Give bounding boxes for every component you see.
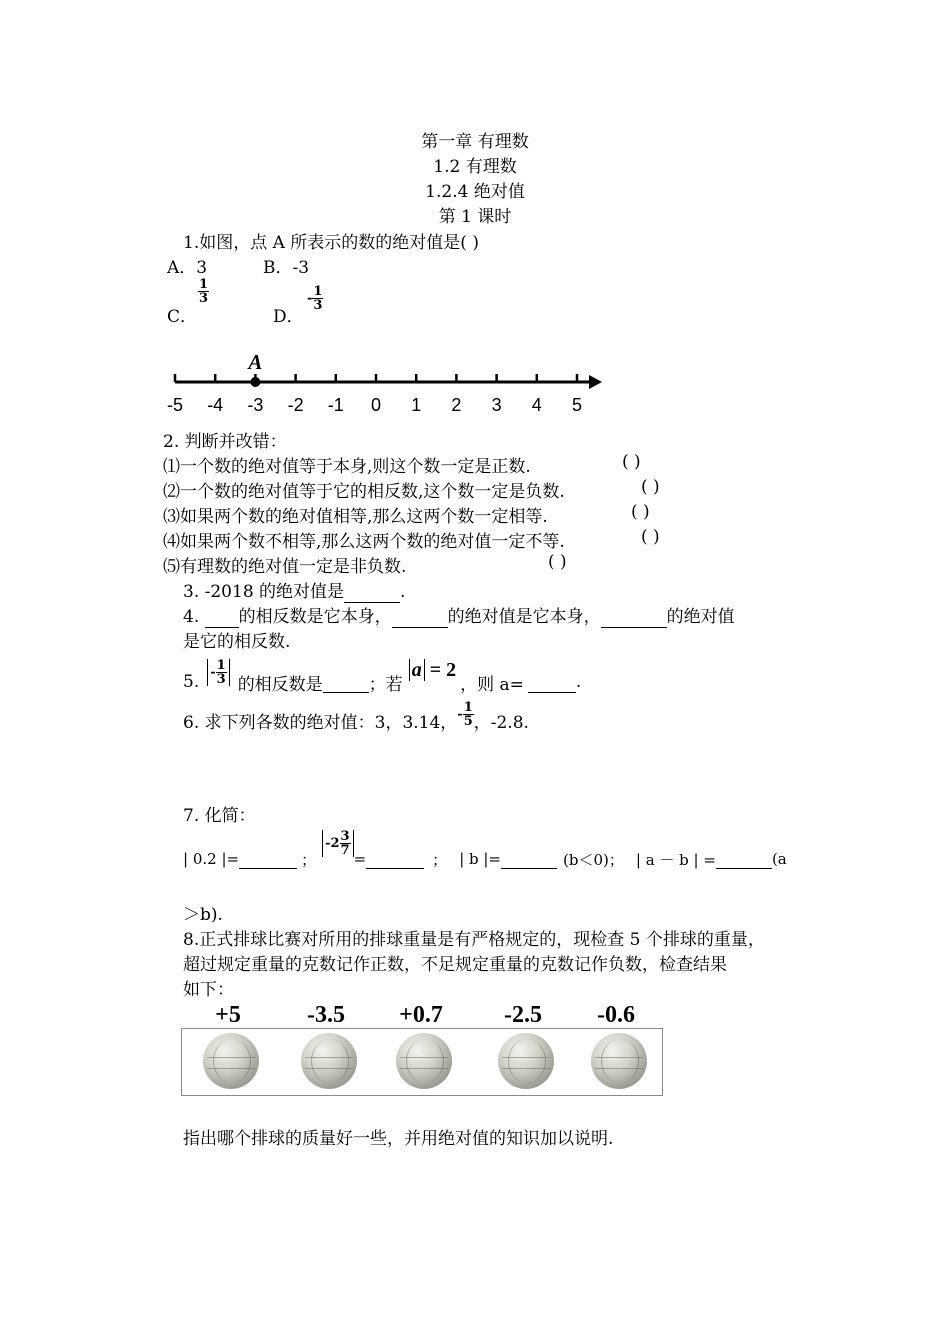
number-line-tick-label: -5 xyxy=(166,395,184,415)
q8-line-1: 8.正式排球比赛对所用的排球重量是有严格规定的，现检查 5 个排球的重量， xyxy=(183,930,765,950)
q4-blank-2[interactable] xyxy=(392,607,448,628)
absolute-value-expression xyxy=(207,659,229,686)
q1-option-b: B．-3 xyxy=(263,258,310,278)
q7-title: 7. 化简： xyxy=(183,806,256,826)
q7-sep-2: ； xyxy=(432,850,448,869)
volleyball-icon xyxy=(203,1033,259,1089)
q5 xyxy=(183,650,581,694)
q1-stem: 1.如图，点 A 所表示的数的绝对值是( ) xyxy=(183,233,479,253)
q2-item-3: ⑶如果两个数的绝对值相等,那么这两个数一定相等. xyxy=(163,507,548,527)
fraction-denominator: 3 xyxy=(313,298,323,313)
fraction-numerator: 1 xyxy=(216,657,226,673)
number-line-tick-label: 1 xyxy=(411,395,422,415)
ball-weight-label: +5 xyxy=(215,1002,241,1028)
q8-line-3: 如下： xyxy=(183,980,234,1000)
q1-option-c-fraction xyxy=(198,278,209,305)
q3-text: 3. -2018 的绝对值是 xyxy=(183,582,345,602)
abs-a-equals: = 2 xyxy=(429,658,457,681)
q7-expr-1: | 0.2 |= xyxy=(183,850,240,868)
q7-blank-2[interactable] xyxy=(366,850,424,869)
volleyball-icon xyxy=(498,1033,554,1089)
q1-option-d-fraction xyxy=(307,285,323,312)
q5-text-3: ，则 a= xyxy=(460,674,524,695)
q8-question: 指出哪个排球的质量好一些，并用绝对值的知识加以说明. xyxy=(183,1129,614,1149)
q2-item-5: ⑸有理数的绝对值一定是非负数. xyxy=(163,557,407,577)
subsection-title: 1.2.4 绝对值 xyxy=(425,182,525,202)
number-line xyxy=(155,345,610,420)
ball-weight-label: -0.6 xyxy=(597,1002,635,1028)
number-line-tick-label: -1 xyxy=(327,395,344,415)
fraction-denominator: 3 xyxy=(216,671,226,687)
q5-blank-2[interactable] xyxy=(528,672,576,693)
q5-end: . xyxy=(575,672,582,692)
q2-item-2-paren: ( ) xyxy=(641,477,660,497)
q7-expr-3-condition: (b＜0)； xyxy=(563,850,624,869)
arrow-right-icon xyxy=(589,375,602,389)
q5-blank-1[interactable] xyxy=(323,672,369,693)
q2-title: 2. 判断并改错： xyxy=(163,432,287,452)
q3-end: . xyxy=(400,582,406,602)
q5-number: 5. xyxy=(183,672,200,692)
number-line-tick-label: -2 xyxy=(287,395,304,415)
abs-a-equation xyxy=(409,659,456,682)
q7-tail: ＞b). xyxy=(183,905,223,925)
q1-option-c: C． xyxy=(167,307,198,327)
q8-line-2: 超过规定重量的克数记作正数，不足规定重量的克数记作负数，检查结果 xyxy=(183,955,727,975)
q2-item-2: ⑵一个数的绝对值等于它的相反数,这个数一定是负数. xyxy=(163,482,565,502)
q3-answer-blank[interactable] xyxy=(344,582,400,603)
fraction-denominator: 3 xyxy=(199,291,209,306)
q6-tail: ，-2.8. xyxy=(473,712,529,733)
q2-item-5-paren: ( ) xyxy=(548,552,567,572)
ball-weight-label: -3.5 xyxy=(307,1002,345,1028)
q7-sep-1: ； xyxy=(301,850,317,869)
point-a-label: A xyxy=(248,350,263,374)
ball-weight-label: +0.7 xyxy=(399,1002,443,1028)
fraction-numerator: 1 xyxy=(463,699,473,715)
fraction-numerator: 1 xyxy=(199,277,209,292)
q7-expr-4-condition: (a xyxy=(771,850,787,868)
negative-sign: - xyxy=(457,706,463,722)
q4-part-1: 4. xyxy=(183,607,205,627)
q2-item-3-paren: ( ) xyxy=(631,502,650,522)
q7-expr-3: | b |= xyxy=(459,850,502,868)
q4-part-3: 的绝对值是它本身， xyxy=(447,607,601,627)
negative-sign: - xyxy=(210,664,216,680)
point-a-marker xyxy=(250,377,260,387)
q7-expressions xyxy=(183,822,787,872)
volleyball-icon xyxy=(591,1033,647,1089)
mixed-number-absolute xyxy=(322,830,354,857)
number-line-tick-label: 2 xyxy=(451,395,462,415)
q4-blank-3[interactable] xyxy=(601,607,667,628)
chapter-title: 第一章 有理数 xyxy=(421,132,529,152)
negative-sign: - xyxy=(307,291,313,306)
fraction-numerator: 1 xyxy=(313,284,323,299)
q7-expr-4: | a － b | = xyxy=(635,850,716,869)
q7-blank-3[interactable] xyxy=(501,850,557,869)
q4-line-1 xyxy=(183,602,735,628)
q4-line-2: 是它的相反数. xyxy=(183,632,291,652)
q1-option-a: A．3 xyxy=(167,258,208,278)
ball-weight-label: -2.5 xyxy=(504,1002,542,1028)
q7-blank-4[interactable] xyxy=(716,850,772,869)
q7-expr-2-eq: = xyxy=(353,850,367,868)
mixed-number-whole: -2 xyxy=(325,835,340,851)
q6-text: 6. 求下列各数的绝对值：3，3.14， xyxy=(183,712,458,733)
q3 xyxy=(183,577,405,603)
number-line-tick-label: 4 xyxy=(531,395,542,415)
q5-text-2: ；若 xyxy=(368,674,403,695)
q1-option-d: D． xyxy=(273,307,304,327)
fraction-denominator: 5 xyxy=(463,713,473,729)
fraction-numerator: 3 xyxy=(340,828,350,844)
q4-part-2: 的相反数是它本身， xyxy=(238,607,392,627)
fraction-denominator: 7 xyxy=(340,842,350,858)
volleyball-icon xyxy=(396,1033,452,1089)
q4-part-4: 的绝对值 xyxy=(666,607,735,627)
q2-item-4: ⑷如果两个数不相等,那么这两个数的绝对值一定不等. xyxy=(163,532,565,552)
section-title: 1.2 有理数 xyxy=(433,157,517,177)
lesson-title: 第 1 课时 xyxy=(438,207,512,227)
q5-text-1: 的相反数是 xyxy=(237,674,323,695)
number-line-tick-label: 0 xyxy=(370,395,382,415)
q6 xyxy=(183,696,529,732)
number-line-tick-label: 5 xyxy=(571,395,583,415)
abs-a-variable: a xyxy=(409,659,425,681)
number-line-tick-label: -3 xyxy=(247,395,264,415)
number-line-tick-label: -4 xyxy=(207,395,224,415)
volleyball-icon xyxy=(301,1033,357,1089)
q7-blank-1[interactable] xyxy=(239,850,297,869)
q2-item-4-paren: ( ) xyxy=(641,527,660,547)
q2-item-1: ⑴一个数的绝对值等于本身,则这个数一定是正数. xyxy=(163,457,531,477)
volleyball-image-frame xyxy=(181,1028,663,1096)
q2-item-1-paren: ( ) xyxy=(622,452,641,472)
number-line-tick-label: 3 xyxy=(491,395,502,415)
q4-blank-1[interactable] xyxy=(205,607,239,628)
